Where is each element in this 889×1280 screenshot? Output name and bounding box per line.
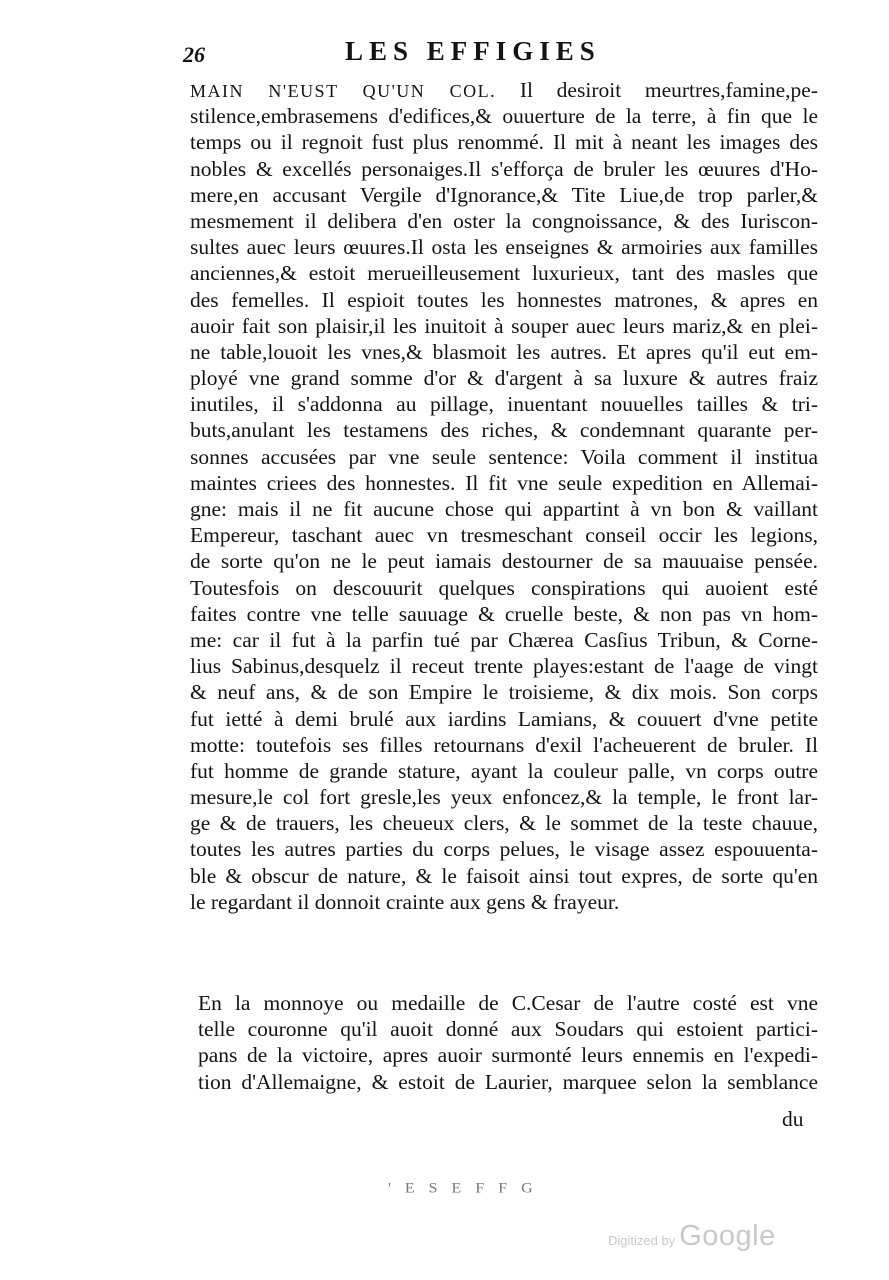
text-line: ge & de trauers, les cheueux clers, & le sommet de la teste chauue,: [190, 811, 818, 836]
text-line: anciennes,& estoit merueilleusement luxurieux, tant des masles que: [190, 261, 818, 286]
text-line: telle couronne qu'il auoit donné aux Soudars qui estoient partici-: [198, 1017, 818, 1042]
text-line: sonnes accusées par vne seule sentence: Voila comment il institua: [190, 444, 818, 469]
paragraph-2: [198, 990, 818, 1095]
text-line: toutes les autres parties du corps pelues, le visage assez espouuenta-: [190, 837, 818, 862]
text-line: Toutesfois on descouurit quelques conspirations qui auoient esté: [190, 575, 818, 600]
text-line-1: [190, 77, 818, 103]
bottom-show-through-text: ' E S E F F G: [388, 1180, 538, 1197]
text-line: maintes criees des honnestes. Il fit vne seule expedition en Allemai-: [190, 470, 818, 495]
text-line: des femelles. Il espioit toutes les honnestes matrones, & apres en: [190, 287, 818, 312]
text-line: mesure,le col fort gresle,les yeux enfoncez,& la temple, le front lar-: [190, 785, 818, 810]
text-line: lius Sabinus,desquelz il receut trente playes:estant de l'aage de vingt: [190, 654, 818, 679]
google-logo: Google: [679, 1220, 776, 1252]
text-line: me: car il fut à la parfin tué par Chærea Casſius Tribun, & Corne-: [190, 627, 818, 652]
lead-smallcaps: MAIN N'EUST QU'UN COL.: [190, 81, 497, 101]
text-line: stilence,embrasemens d'edifices,& ouuerture de la terre, à fin que le: [190, 104, 818, 129]
digitized-watermark: [608, 1220, 776, 1253]
text-line: En la monnoye ou medaille de C.Cesar de l'autre costé est vne: [198, 991, 818, 1015]
text-line: buts,anulant les testamens des riches, & condemnant quarante per-: [190, 418, 818, 443]
text-line: tion d'Allemaigne, & estoit de Laurier, marquee selon la semblance: [198, 1069, 818, 1094]
digitized-by-label: Digitized by: [608, 1233, 676, 1248]
text-line: ble & obscur de nature, & le faisoit ainsi tout expres, de sorte qu'en: [190, 863, 818, 888]
text-line: le regardant il donnoit crainte aux gens & frayeur.: [190, 889, 620, 914]
text-line: nobles & excellés personaiges.Il s'efforça de bruler les œuures d'Ho-: [190, 156, 818, 181]
text-line: fut ietté à demi brulé aux iardins Lamians, & couuert d'vne petite: [190, 706, 818, 731]
text-line: Empereur, taschant auec vn tresmeschant conseil occir les legions,: [190, 523, 818, 548]
paragraph-1: [190, 77, 818, 915]
running-head: LES EFFIGIES: [345, 36, 601, 66]
text-line: & neuf ans, & de son Empire le troisieme, & dix mois. Son corps: [190, 680, 818, 705]
text-line: faites contre vne telle sauuage & cruelle beste, & non pas vn hom-: [190, 601, 818, 626]
text-line-1-rest: Il desiroit meurtres,famine,pe-: [496, 78, 818, 102]
text-line: temps ou il regnoit fust plus renommé. Il mit à neant les images des: [190, 130, 818, 155]
text-line: ne table,louoit les vnes,& blasmoit les autres. Et apres qu'il eut em-: [190, 339, 818, 364]
catchword: du: [782, 1107, 804, 1131]
text-line: motte: toutefois ses filles retournans d'exil l'acheuerent de bruler. Il: [190, 732, 818, 757]
text-line: pans de la victoire, apres auoir surmonté leurs ennemis en l'expedi-: [198, 1043, 818, 1068]
text-line: mesmement il delibera d'en oster la congnoissance, & des Iuriscon-: [190, 208, 818, 233]
page-number: 26: [183, 42, 205, 67]
text-line: de sorte qu'on ne le peut iamais destourner de sa mauuaise pensée.: [190, 549, 818, 574]
text-line: inutiles, il s'addonna au pillage, inuentant nouuelles tailles & tri-: [190, 392, 818, 417]
text-line: auoir fait son plaisir,il les inuitoit à souper auec leurs mariz,& en plei-: [190, 313, 818, 338]
text-line: gne: mais il ne fit aucune chose qui appartint à vn bon & vaillant: [190, 497, 818, 521]
text-line: fut homme de grande stature, ayant la couleur palle, vn corps outre: [190, 758, 818, 783]
text-line: sultes auec leurs œuures.Il osta les enseignes & armoiries aux familles: [190, 235, 818, 260]
text-line: mere,en accusant Vergile d'Ignorance,& Tite Liue,de trop parler,&: [190, 182, 818, 207]
text-line: ployé vne grand somme d'or & d'argent à sa luxure & autres fraiz: [190, 366, 818, 391]
